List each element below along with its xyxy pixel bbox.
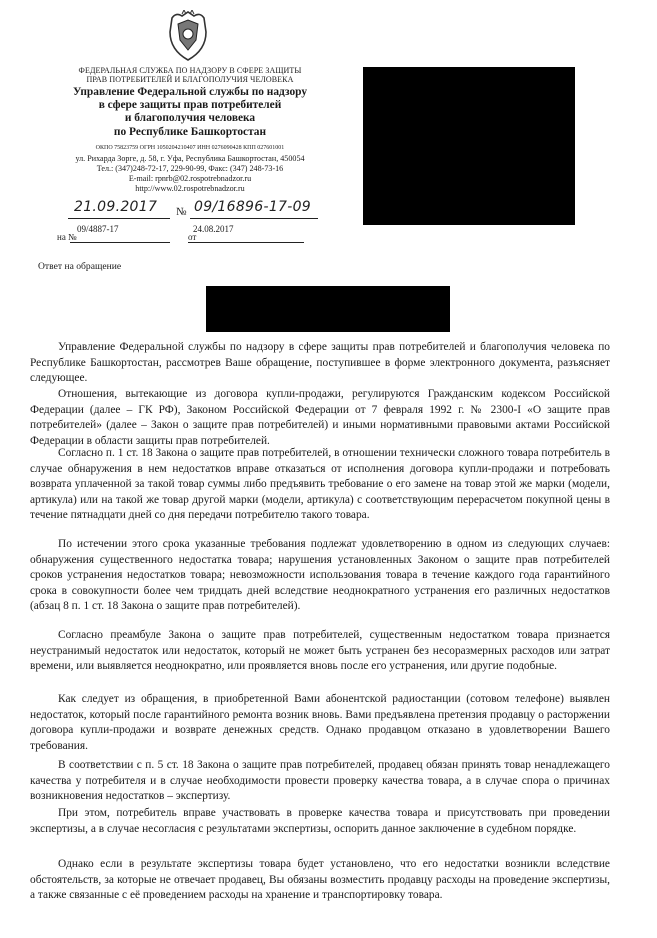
recipient-redaction-block	[363, 67, 575, 225]
outgoing-number-handwritten: 09/16896-17-09	[194, 199, 311, 215]
agency-name-line2: ПРАВ ПОТРЕБИТЕЛЕЙ И БЛАГОПОЛУЧИЯ ЧЕЛОВЕКА	[86, 75, 294, 84]
coat-of-arms-emblem	[166, 10, 210, 62]
email: E-mail: rpnrb@02.rospotrebnadzor.ru	[128, 174, 252, 183]
body-paragraph-3: Согласно п. 1 ст. 18 Закона о защите прав потребителей, в отношении технически сложного товара потребитель в случае обнаружения в нем недостатков вправе отказаться от исполнения договора купли-продажи и потребовать возврата уплаченной за такой товар суммы либо предъявить требование о его замене на товар этой же марки (модели, артикула) или на такой же товар другой марки (модели, артикула) с соответствующим перерасчетом покупной цены в течение пятнадцати дней со дня передачи потребителю такого товара.	[30, 447, 610, 522]
body-paragraph-7: В соответствии с п. 5 ст. 18 Закона о защите прав потребителей, продавец обязан принять товар ненадлежащего качества у потребителя и в случае необходимости провести проверку качества товара, а в случае спора о причинах возникновения недостатков – экспертизу.	[30, 759, 610, 803]
department-line4: по Республике Башкортостан	[113, 126, 267, 138]
subject-line: Ответ на обращение	[38, 261, 122, 272]
body-paragraph-2: Отношения, вытекающие из договора купли-продажи, регулируются Гражданским кодексом Российской Федерации (далее – ГК РФ), Законом Российской Федерации от 7 февраля 1992 г. № 2300-I «О защите прав потребителей» (далее – Закон о защите прав потребителей) и иными нормативными правовыми актами Российской Федерации в области защиты прав потребителей.	[30, 388, 610, 447]
name-redaction-block	[206, 286, 450, 332]
body-paragraph-4: По истечении этого срока указанные требования подлежат удовлетворению в одном из следующих случаев: обнаружения существенного недостатка товара; нарушения установленных Законом о защите прав потребителей сроков устранения недостатков товара; невозможности использования товара в течение каждого года гарантийного срока в совокупности более чем тридцать дней вследствие неоднократного устранения его различных недостатков (абзац 8 п. 1 ст. 18 Закона о защите прав потребителей).	[30, 538, 610, 613]
body-paragraph-1: Управление Федеральной службы по надзору в сфере защиты прав потребителей и благополучия человека по Республике Башкортостан, рассмотрев Ваше обращение, поступившее в форме электронного документа, разъясняет следующее.	[30, 341, 610, 385]
reference-from: от	[188, 232, 197, 242]
address: ул. Рихарда Зорге, д. 58, г. Уфа, Республика Башкортостан, 450054	[75, 154, 305, 163]
date-underline	[68, 218, 170, 219]
department-line3: и благополучия человека	[124, 112, 256, 124]
registration-codes: ОКПО 75823759 ОГРН 1050204210407 ИНН 0276090428 КПП 027601001	[95, 145, 285, 151]
number-underline	[190, 218, 318, 219]
reference-date-underline	[188, 242, 304, 243]
phone-fax: Тел.: (347)248-72-17, 229-90-99, Факс: (347) 248-73-16	[96, 164, 284, 173]
reference-underline	[70, 242, 170, 243]
number-label: №	[176, 206, 187, 218]
reference-prefix: на №	[57, 232, 77, 242]
website: http://www.02.rospotrebnadzor.ru	[135, 184, 245, 193]
department-line2: в сфере защиты прав потребителей	[98, 99, 282, 111]
body-paragraph-8: При этом, потребитель вправе участвовать в проверке качества товара и присутствовать при проведении экспертизы, а в случае несогласия с результатами экспертизы, оспорить данное заключение в судебном порядке.	[30, 807, 610, 835]
agency-name-line1: ФЕДЕРАЛЬНАЯ СЛУЖБА ПО НАДЗОРУ В СФЕРЕ ЗАЩИТЫ	[78, 66, 302, 75]
body-paragraph-6: Как следует из обращения, в приобретенной Вами абонентской радиостанции (сотовом телефоне) выявлен недостаток, который после гарантийного ремонта возник вновь. Вами предъявлена претензия продавцу о расторжении договора купли-продажи и возврате денежных средств. Однако продавцом отказано в удовлетворении Вашего требования.	[30, 693, 610, 752]
body-paragraph-9: Однако если в результате экспертизы товара будет установлено, что его недостатки возникли вследствие обстоятельств, за которые не отвечает продавец, Вы обязаны возместить продавцу расходы на проведение экспертизы, а также связанные с её проведением расходы на хранение и транспортировку товара.	[30, 858, 610, 902]
body-paragraph-5: Согласно преамбуле Закона о защите прав потребителей, существенным недостатком товара признается неустранимый недостаток или недостаток, который не может быть устранен без несоразмерных расходов или затрат времени, или выявляется неоднократно, или проявляется вновь после его устранения, или другие подобные.	[30, 629, 610, 673]
reference-date: 24.08.2017	[193, 224, 234, 234]
department-line1: Управление Федеральной службы по надзору	[72, 86, 308, 98]
reference-number: 09/4887-17	[77, 224, 119, 234]
outgoing-date-handwritten: 21.09.2017	[74, 199, 158, 215]
